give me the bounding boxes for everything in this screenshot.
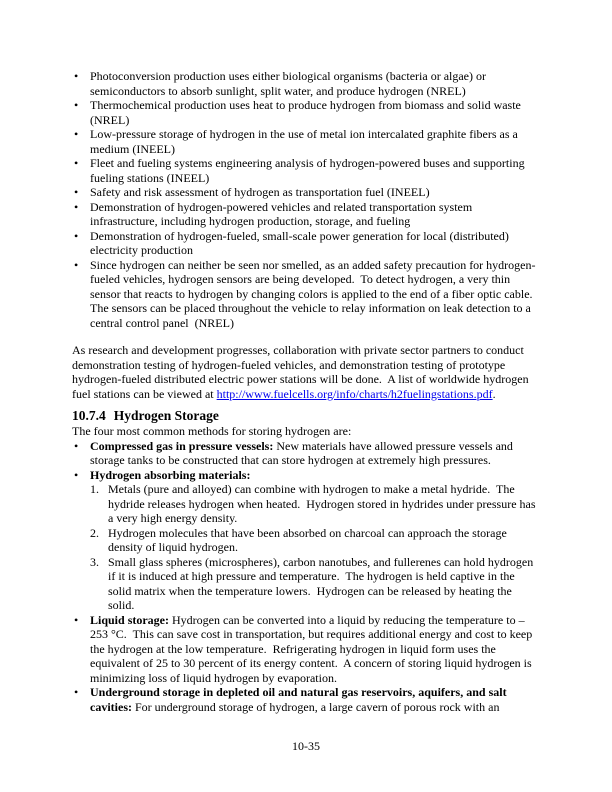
- bullet-hydrogen-sensors-text: Since hydrogen can neither be seen nor smelled, as an added safety precaution for hydrogen-fueled vehicles, hydrogen sensors are being developed. To detect hydrogen, a very thin sensor that reacts to hydrogen by changing colors is applied to the end of a fiber optic cable. The sensors can be placed throughout the vehicle to relay information on leak detection to a central control panel (NREL): [90, 257, 539, 330]
- numbered-item-microspheres-label: 3.: [90, 554, 99, 569]
- method-underground-storage-lead: Underground storage in depleted oil and natural gas reservoirs, aquifers, and salt cavities:: [90, 685, 510, 714]
- method-liquid-storage: [72, 613, 540, 686]
- method-compressed-gas-text: New materials have allowed pressure vessels and storage tanks to be constructed that can store hydrogen at extremely high pressures.: [90, 438, 516, 467]
- bullet-thermochemical: [72, 98, 540, 127]
- method-absorbing-materials: [72, 468, 540, 613]
- bullet-demo-power-generation: [72, 229, 540, 258]
- method-liquid-storage-text: Hydrogen can be converted into a liquid by reducing the temperature to – 253 °C. This can save cost in transportation, but requires additional energy and cost to keep the hydrogen at the low temperature. Refrigerating hydrogen in liquid form uses the equivalent of 25 to 30 percent of its energy content. A concern of storing liquid hydrogen is minimizing loss of liquid hydrogen by evaporation.: [90, 612, 536, 685]
- numbered-item-charcoal-text: Hydrogen molecules that have been absorbed on charcoal can approach the storage density of liquid hydrogen.: [108, 525, 510, 554]
- numbered-item-charcoal-label: 2.: [90, 525, 99, 540]
- method-underground-storage: [72, 685, 540, 714]
- method-compressed-gas-lead: Compressed gas in pressure vessels:: [90, 438, 274, 453]
- bullet-low-pressure-storage-text: Low-pressure storage of hydrogen in the use of metal ion intercalated graphite fibers as a medium (INEEL): [90, 127, 521, 156]
- bullet-demo-vehicles-text: Demonstration of hydrogen-powered vehicles and related transportation system infrastructure, including hydrogen production, storage, and fueling: [90, 199, 476, 228]
- bullet-thermochemical-text: Thermochemical production uses heat to produce hydrogen from biomass and solid waste (NREL): [90, 98, 524, 127]
- numbered-item-metal-hydride-text: Metals (pure and alloyed) can combine with hydrogen to make a metal hydride. The hydride releases hydrogen when heated. Hydrogen stored in hydrides under pressure has a very high energy density.: [108, 482, 539, 525]
- bullet-demo-vehicles: [72, 200, 540, 229]
- bullet-list-rd-activities: [72, 69, 540, 330]
- numbered-item-microspheres: [90, 555, 540, 613]
- numbered-item-metal-hydride: [90, 482, 540, 526]
- method-liquid-storage-lead: Liquid storage:: [90, 612, 170, 627]
- method-compressed-gas: [72, 439, 540, 468]
- bullet-hydrogen-sensors: [72, 258, 540, 331]
- paragraph-collaboration-text: As research and development progresses, collaboration with private sector partners to conduct demonstration testing of hydrogen-fueled vehicles, and demonstration testing of prototype hydrogen-fueled distributed electric power stations will be done. A list of worldwide hydrogen fuel stations can be viewed at: [72, 343, 532, 401]
- bullet-photoconversion-text: Photoconversion production uses either biological organisms (bacteria or algae) or semiconductors to absorb sunlight, split water, and produce hydrogen (NREL): [90, 69, 489, 98]
- fuel-stations-link[interactable]: http://www.fuelcells.org/info/charts/h2fuelingstations.pdf: [216, 386, 493, 401]
- bullet-fleet-fueling-analysis-text: Fleet and fueling systems engineering analysis of hydrogen-powered buses and supporting fueling stations (INEEL): [90, 156, 528, 185]
- page-number: 10-35: [292, 739, 320, 753]
- intro-line: The four most common methods for storing hydrogen are:: [72, 424, 352, 438]
- bullet-list-storage-methods: [72, 439, 540, 715]
- paragraph-collaboration-period: .: [492, 386, 496, 401]
- bullet-demo-power-generation-text: Demonstration of hydrogen-fueled, small-scale power generation for local (distributed) electricity production: [90, 228, 512, 257]
- numbered-item-charcoal: [90, 526, 540, 555]
- bullet-low-pressure-storage: [72, 127, 540, 156]
- bullet-photoconversion: [72, 69, 540, 98]
- paragraph-collaboration: [72, 343, 540, 401]
- heading-title: Hydrogen Storage: [113, 408, 219, 423]
- method-underground-storage-text: For underground storage of hydrogen, a large cavern of porous rock with an: [131, 699, 500, 714]
- bullet-safety-risk-assessment: [72, 185, 540, 200]
- heading-number: 10.7.4: [72, 408, 106, 423]
- section-heading: [72, 408, 540, 424]
- method-absorbing-materials-lead: Hydrogen absorbing materials:: [90, 467, 251, 482]
- numbered-item-metal-hydride-label: 1.: [90, 482, 99, 496]
- bullet-safety-risk-assessment-text: Safety and risk assessment of hydrogen as transportation fuel (INEEL): [90, 185, 430, 199]
- bullet-fleet-fueling-analysis: [72, 156, 540, 185]
- numbered-item-microspheres-text: Small glass spheres (microspheres), carbon nanotubes, and fullerenes can hold hydrogen if it is induced at high pressure and temperature. The hydrogen is held captive in the solid matrix when the temperature lowers. Hydrogen can be released by heating the solid.: [108, 554, 537, 612]
